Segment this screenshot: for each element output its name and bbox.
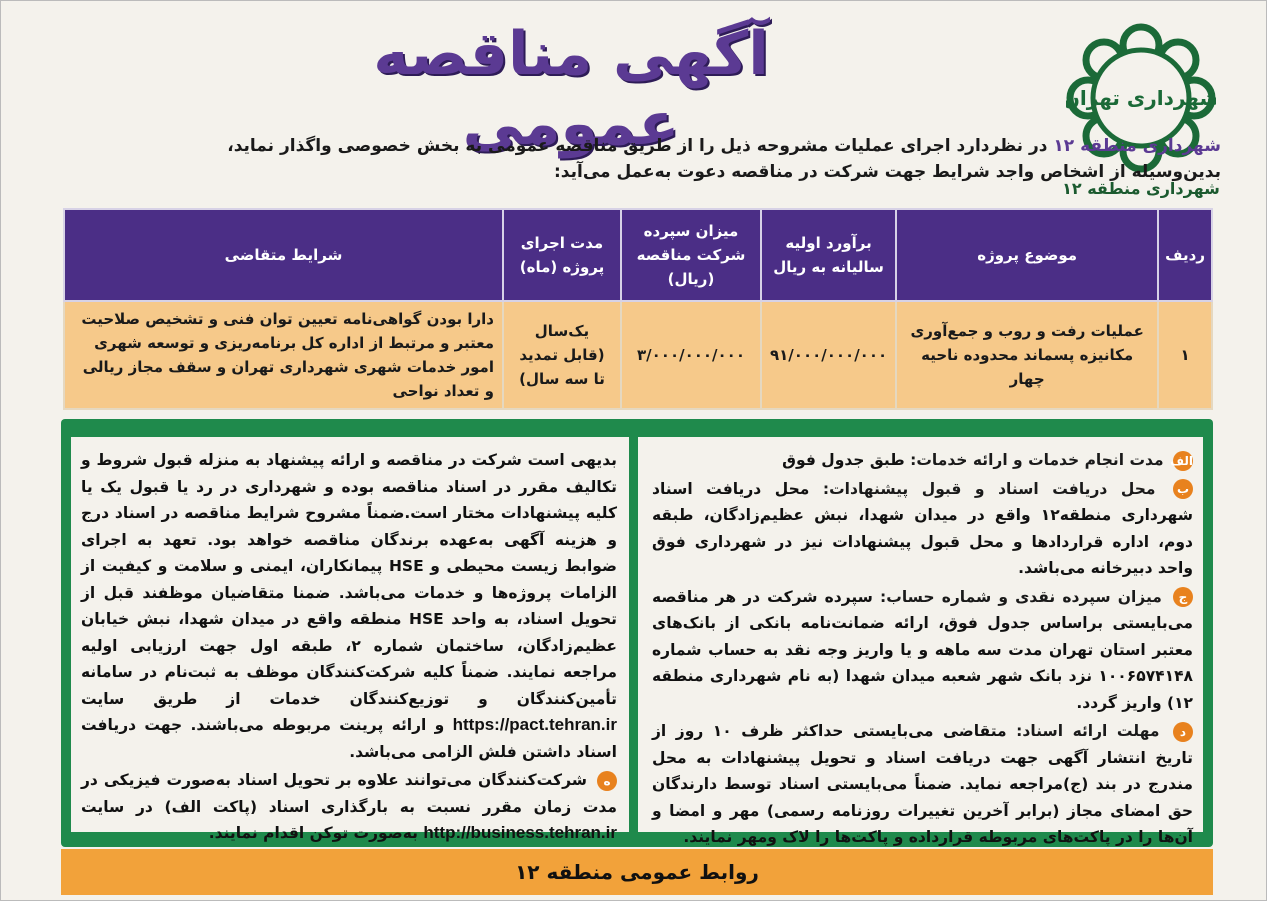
list-item [652,476,1193,582]
business-website-link[interactable]: http://business.tehran.ir [423,823,617,842]
cell-subject: عملیات رفت و روب و جمع‌آوری مکانیزه پسماند محدوده ناحیه چهار [896,301,1158,409]
list-item [652,447,1193,474]
tender-table [63,208,1213,410]
logo-caption: شهرداری منطقه ۱۲ [1062,179,1220,198]
cell-estimate: ۹۱/۰۰۰/۰۰۰/۰۰۰ [761,301,896,409]
item-heading: محل دریافت اسناد و قبول پیشنهادات: [822,479,1156,498]
intro-line2: بدین‌وسیله از اشخاص واجد شرایط جهت شرکت در مناقصه دعوت به‌عمل می‌آید: [553,162,1221,182]
bullet-badge: ب [1173,479,1193,499]
bullet-badge: الف [1173,451,1193,471]
terms-paragraph: بدیهی است شرکت در مناقصه و ارائه پیشنهاد به منزله قبول شروط و تکالیف مقرر در اسناد مناقصه بوده و شهرداری در رد یا قبول یک یا کلیه پیشنهادات مختار است.ضمناً مشروح شرایط مناقصه در اسناد درج و هزینه آگهی به‌عهده برندگان مناقصه خواهد بود. تعهد به اجرای ضوابط زیست محیطی و HSE پیمانکاران، ایمنی و سلامت و کیفیت از الزامات پروژه‌ها و خدمات می‌باشد. ضمنا متقاضیان موظفند قبل از تحویل اسناد، به واحد HSE منطقه واقع در میدان شهدا، نبش خیابان عظیم‌زادگان، ساختمان شماره ۲، طبقه اول جهت ارزیابی اولیه مراجعه نمایند. ضمناً کلیه شرکت‌کنندگان موظف به ثبت‌نام در سامانه تأمین‌کنندگان و توزیع‌کنندگان خدمات از طریق سایت [81,451,618,708]
upload-paragraph-end: به‌صورت توکن اقدام نمایند. [208,824,418,842]
cell-row: ۱ [1158,301,1212,409]
th-duration: مدت اجرای پروژه (ماه) [503,209,621,301]
list-item [81,767,617,847]
intro-line1: در نظردارد اجرای عملیات مشروحه ذیل را از طریق مناقصه عمومی به بخش خصوصی واگذار نماید، [227,136,1048,156]
intro-text [61,133,1221,185]
item-text: متقاضی می‌بایستی حداکثر ظرف ۱۰ روز از تاریخ انتشار آگهی جهت دریافت اسناد و تحویل پیشنهادات به محل مندرج در بند (ج)مراجعه نماید. ضمناً می‌بایستی اسناد توسط دارندگان حق امضای مجاز (برابر آخرین تغییرات روزنامه رسمی) مهر و امضا و آن‌ها را در پاکت‌های مربوطه قرارداده و پاکت‌ها را لاک ومهر نمایند. [652,722,1193,846]
item-heading: مدت انجام خدمات و ارائه خدمات: [910,451,1164,469]
item-text: محل دریافت اسناد شهرداری منطقه۱۲ واقع در میدان شهدا، نبش عظیم‌زادگان، طبقه دوم، اداره قراردادها و محل قبول پیشنهادات نیز در شهرداری فوق واحد دبیرخانه می‌باشد. [652,479,1193,577]
item-heading: مهلت ارائه اسناد: [1016,722,1160,740]
item-text: سپرده شرکت در هر مناقصه می‌بایستی براساس جدول فوق، ارائه ضمانت‌نامه بانکی از بانک‌های معتبر استان تهران مدت سه ماهه و یا واریز وجه نقد به حساب شماره ۱۰۰۶۵۷۴۱۴۸ نزد بانک شهر شعبه میدان شهدا (به نام شهرداری منطقه ۱۲) واریز گردد. [652,587,1193,712]
bullet-badge: ج [1173,587,1193,607]
upload-paragraph: شرکت‌کنندگان می‌توانند علاوه بر تحویل اسناد به‌صورت فیزیکی در مدت زمان مقرر نسبت به بارگذاری اسناد (پاکت الف) در سایت [81,771,617,816]
th-conditions: شرایط متقاضی [64,209,503,301]
intro-org: شهرداری منطقه ۱۲ [1053,136,1221,156]
th-estimate: برآورد اولیه سالیانه به ریال [761,209,896,301]
item-text: طبق جدول فوق [782,451,905,469]
details-left-column [71,437,629,842]
cell-duration: یک‌سال (قابل تمدید تا سه سال) [503,301,621,409]
footer-public-relations: روابط عمومی منطقه ۱۲ [61,849,1213,895]
list-item [652,718,1193,851]
item-heading: میزان سپرده نقدی و شماره حساب: [880,587,1162,606]
page-title: آگهی مناقصه عمومی [373,19,769,159]
th-row: ردیف [1158,209,1212,301]
bullet-badge: د [1173,722,1193,742]
details-right-column [638,437,1203,846]
table-row [64,301,1212,409]
terms-paragraph-end: و ارائه پرینت مربوطه می‌باشند. جهت دریافت اسناد داشتن فلش الزامی می‌باشد. [81,716,617,761]
pact-website-link[interactable]: https://pact.tehran.ir [452,715,617,734]
table-header-row [64,209,1212,301]
list-item [81,447,617,765]
th-deposit: میزان سپرده شرکت مناقصه (ریال) [621,209,761,301]
list-item [652,584,1193,717]
bullet-badge: ه [597,771,617,791]
cell-deposit: ۳/۰۰۰/۰۰۰/۰۰۰ [621,301,761,409]
th-subject: موضوع پروژه [896,209,1158,301]
logo-text: شهرداری تهران [1066,86,1216,110]
details-panel [61,419,1213,847]
cell-conditions: دارا بودن گواهی‌نامه تعیین توان فنی و تشخیص صلاحیت معتبر و مرتبط از اداره کل برنامه‌ریزی و توسعه شهری امور خدمات شهری شهرداری تهران و سقف مجاز ریالی و تعداد نواحی [64,301,503,409]
